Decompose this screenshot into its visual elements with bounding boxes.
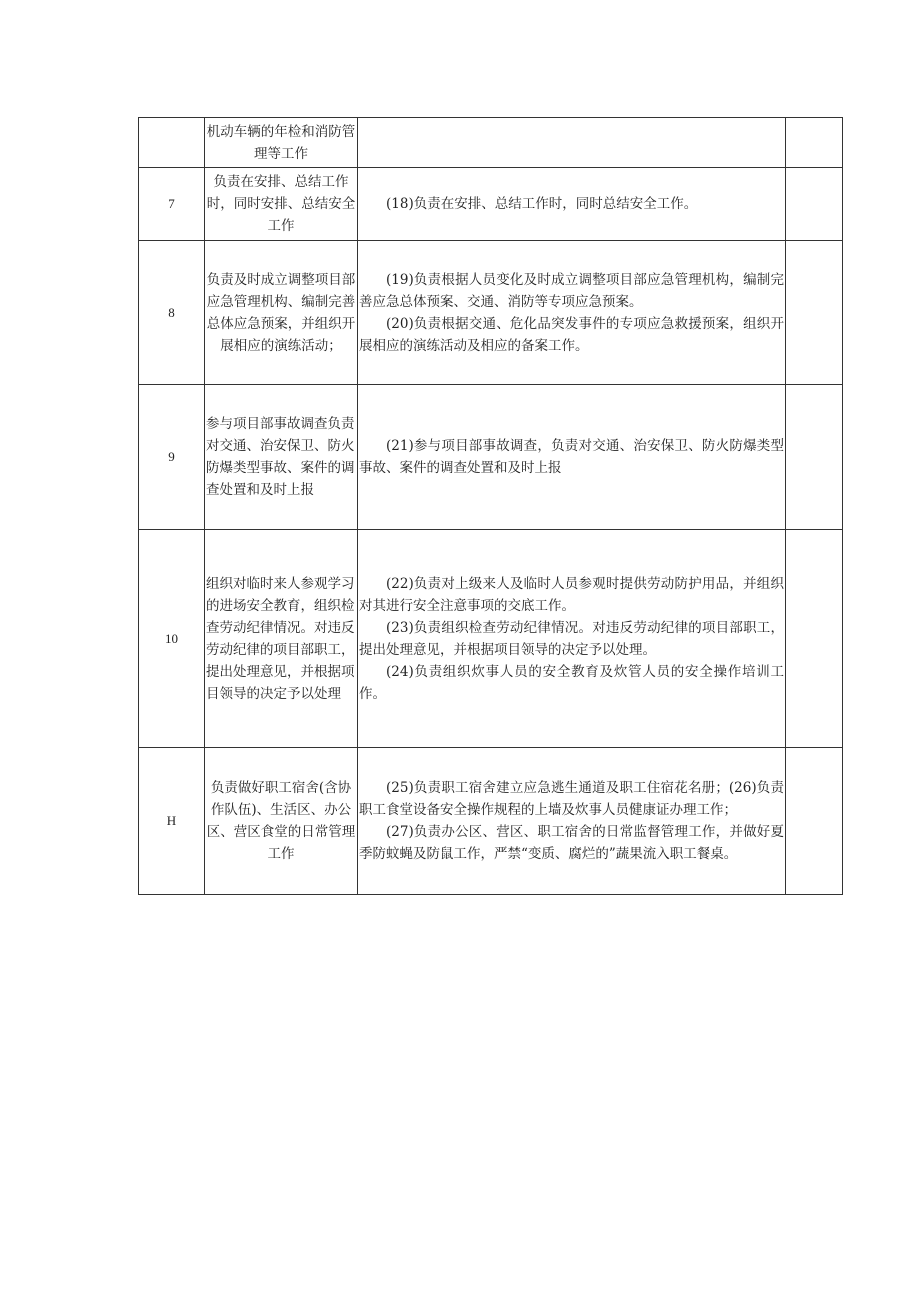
duty-detail	[358, 118, 786, 168]
duty-detail	[358, 748, 786, 895]
row-number: 8	[139, 241, 205, 385]
duty-detail	[358, 241, 786, 385]
duty-detail	[358, 530, 786, 748]
table-row	[139, 118, 843, 168]
table-row	[139, 530, 843, 748]
remarks-cell	[786, 241, 843, 385]
row-number	[139, 118, 205, 168]
detail-paragraph: (21)参与项目部事故调查，负责对交通、治安保卫、防火防爆类型事故、案件的调查处置和及时上报	[359, 438, 784, 476]
detail-paragraph: (23)负责组织检查劳动纪律情况。对违反劳动纪律的项目部职工，提出处理意见，并根据项目领导的决定予以处理。	[359, 619, 784, 658]
remarks-cell	[786, 118, 843, 168]
duty-detail	[358, 385, 786, 530]
table-row	[139, 241, 843, 385]
remarks-cell	[786, 530, 843, 748]
duty-description: 负责在安排、总结工作时，同时安排、总结安全工作	[205, 168, 358, 241]
detail-paragraph: (24)负责组织炊事人员的安全教育及炊管人员的安全操作培训工作。	[359, 663, 784, 702]
detail-paragraph: (19)负责根据人员变化及时成立调整项目部应急管理机构，编制完善应急总体预案、交通、消防等专项应急预案。	[359, 271, 784, 310]
duty-description: 机动车辆的年检和消防管理等工作	[205, 118, 358, 168]
remarks-cell	[786, 168, 843, 241]
duty-description: 组织对临时来人参观学习的进场安全教育，组织检查劳动纪律情况。对违反劳动纪律的项目部职工，提出处理意见，并根据项目领导的决定予以处理	[205, 530, 358, 748]
table-row	[139, 168, 843, 241]
remarks-cell	[786, 748, 843, 895]
detail-paragraph: (25)负责职工宿舍建立应急逃生通道及职工住宿花名册；(26)负责职工食堂设备安全操作规程的上墙及炊事人员健康证办理工作；	[359, 780, 784, 818]
table-row	[139, 748, 843, 895]
duty-table	[138, 117, 843, 895]
duty-detail	[358, 168, 786, 241]
duty-description: 负责及时成立调整项目部应急管理机构、编制完善总体应急预案，并组织开展相应的演练活动；	[205, 241, 358, 385]
remarks-cell	[786, 385, 843, 530]
duty-description: 负责做好职工宿舍(含协作队伍)、生活区、办公区、营区食堂的日常管理工作	[205, 748, 358, 895]
detail-paragraph: (27)负责办公区、营区、职工宿舍的日常监督管理工作，并做好夏季防蚊蝇及防鼠工作，严禁“变质、腐烂的”蔬果流入职工餐桌。	[359, 824, 784, 862]
row-number: 7	[139, 168, 205, 241]
detail-paragraph: (20)负责根据交通、危化品突发事件的专项应急救援预案，组织开展相应的演练活动及相应的备案工作。	[359, 315, 784, 354]
detail-paragraph: (18)负责在安排、总结工作时，同时总结安全工作。	[386, 196, 698, 212]
duty-description: 参与项目部事故调查负责对交通、治安保卫、防火防爆类型事故、案件的调查处置和及时上报	[205, 385, 358, 530]
row-number: 10	[139, 530, 205, 748]
row-number: H	[139, 748, 205, 895]
table-row	[139, 385, 843, 530]
row-number: 9	[139, 385, 205, 530]
detail-paragraph: (22)负责对上级来人及临时人员参观时提供劳动防护用品，并组织对其进行安全注意事项的交底工作。	[359, 575, 784, 614]
